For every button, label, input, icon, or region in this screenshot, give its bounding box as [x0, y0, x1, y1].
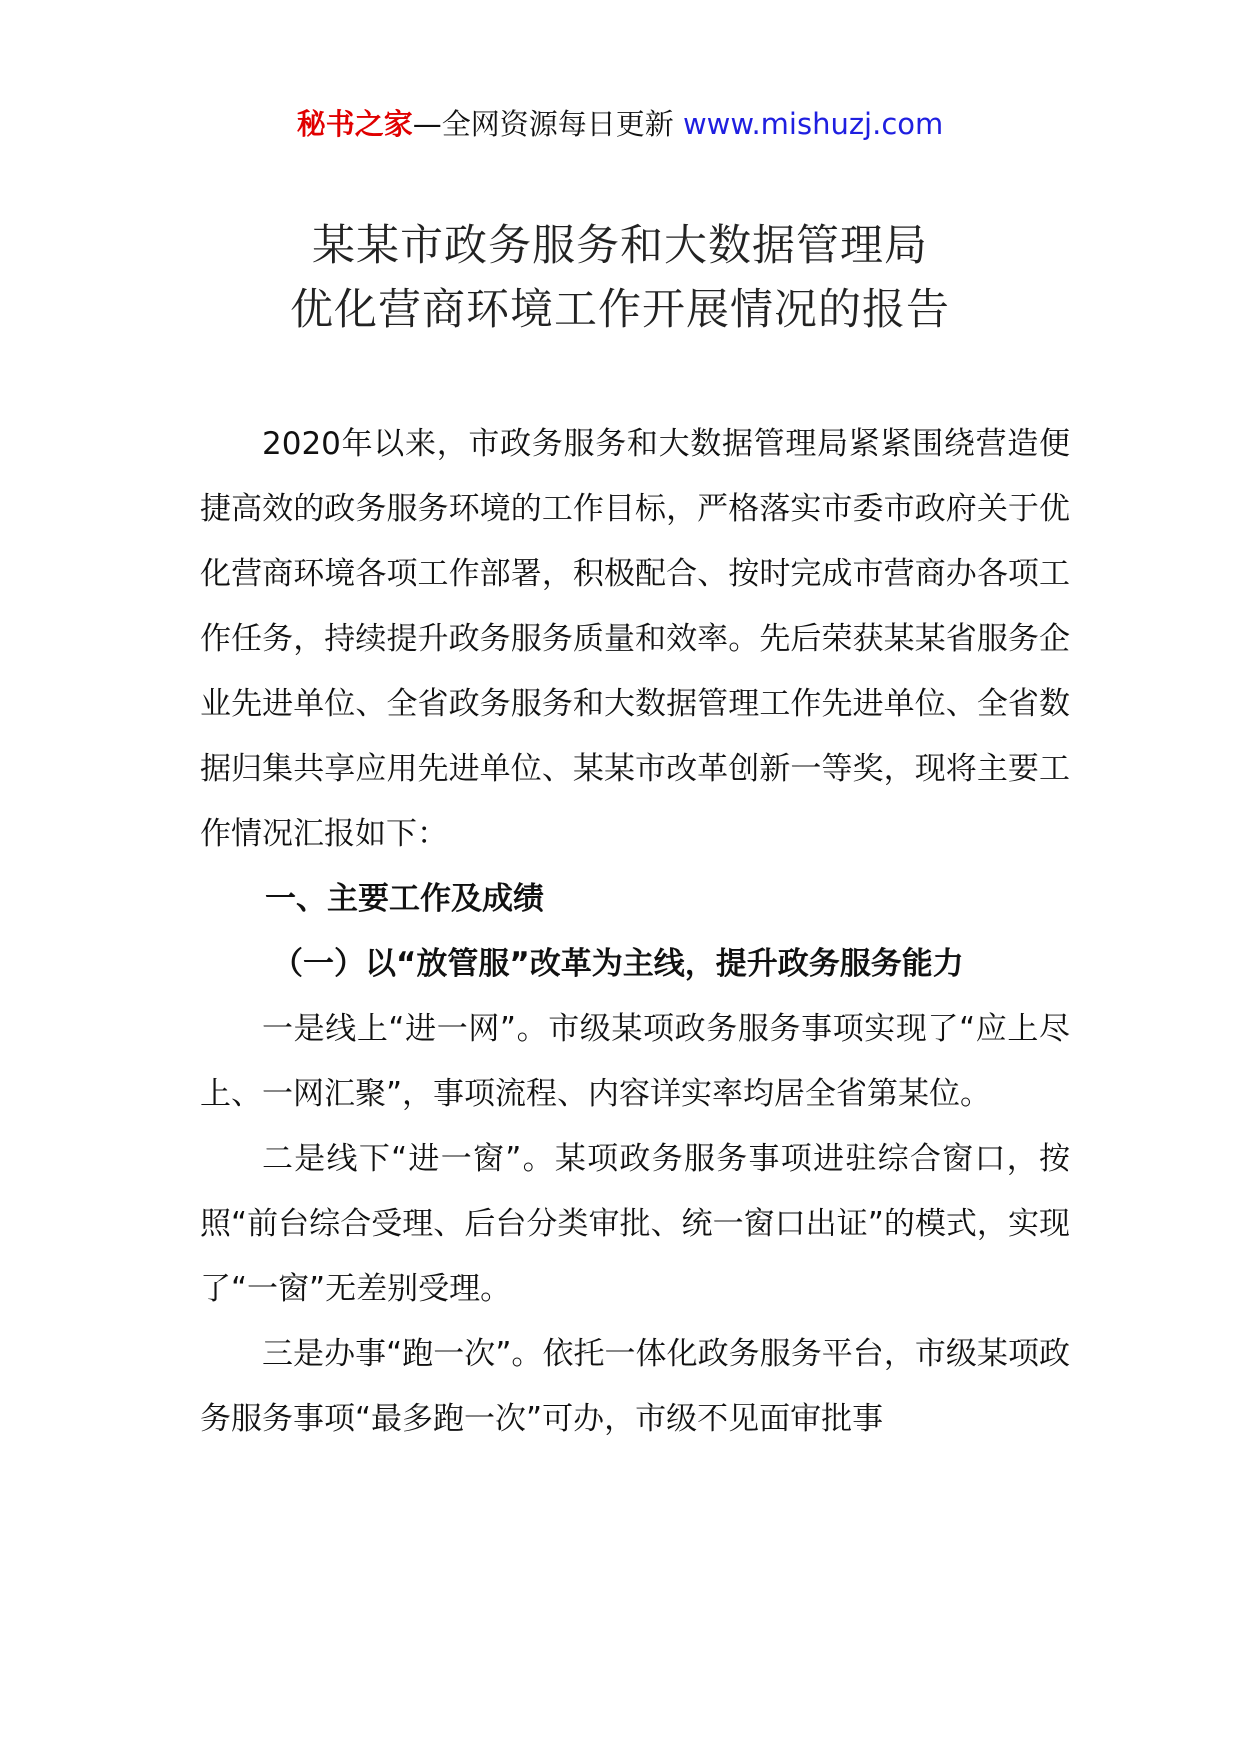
- header-banner: [0, 104, 1240, 144]
- paragraph-online: 一是线上“进一网”。市级某项政务服务事项实现了“应上尽上、一网汇聚”，事项流程、内容详实率均居全省第某位。: [200, 1011, 1070, 1112]
- document-title: [0, 214, 1240, 342]
- title-line-2: 优化营商环境工作开展情况的报告: [290, 285, 950, 335]
- intro-paragraph: 2020年以来，市政务服务和大数据管理局紧紧围绕营造便捷高效的政务服务环境的工作目标，严格落实市委市政府关于优化营商环境各项工作部署，积极配合、按时完成市营商办各项工作任务，持续提升政务服务质量和效率。先后荣获某某省服务企业先进单位、全省政务服务和大数据管理工作先进单位、全省数据归集共享应用先进单位、某某市改革创新一等奖，现将主要工作情况汇报如下：: [200, 426, 1070, 852]
- paragraph-window: 二是线下“进一窗”。某项政务服务事项进驻综合窗口，按照“前台综合受理、后台分类审批、统一窗口出证”的模式，实现了“一窗”无差别受理。: [200, 1141, 1070, 1307]
- brand-name: 秘书之家: [296, 107, 413, 141]
- title-line-1: 某某市政务服务和大数据管理局: [312, 221, 928, 271]
- paragraph-one-visit: 三是办事“跑一次”。依托一体化政务服务平台，市级某项政务服务事项“最多跑一次”可办，市级不见面审批事: [200, 1336, 1070, 1437]
- subsection-heading: （一）以“放管服”改革为主线，提升政务服务能力: [272, 946, 964, 982]
- site-url-link[interactable]: www.mishuzj.com: [682, 107, 944, 141]
- header-tagline: —全网资源每日更新: [412, 107, 683, 141]
- document-body: [200, 412, 1070, 1452]
- section-heading: 一、主要工作及成绩: [265, 881, 544, 917]
